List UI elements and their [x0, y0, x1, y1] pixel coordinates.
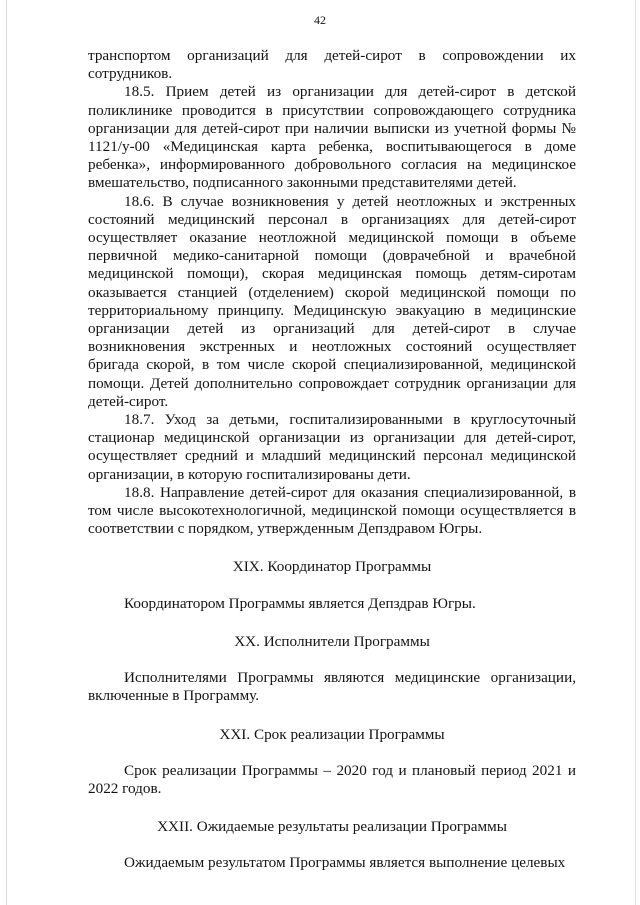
section-body-xxi: Срок реализации Программы – 2020 год и плановый период 2021 и 2022 годов. [88, 761, 576, 797]
document-body [88, 47, 576, 873]
section-heading-xxii: XXII. Ожидаемые результаты реализации Программы [157, 818, 507, 836]
section-body-xix: Координатором Программы является Депздрав Югры. [124, 594, 476, 612]
item-number: 18.8. [124, 483, 155, 501]
scan-edge-left [6, 0, 7, 905]
item-text: В случае возникновения у детей неотложных и экстренных состояний медицинский персонал в организациях для детей-сирот осуществляет оказание неотложной медицинской помощи в объеме первичной медико-санитарной помощи (доврачебной и врачебной медицинской помощи), скорая медицинская помощь детям-сиротам оказывается станцией (отделением) скорой медицинской помощи по территориальному принципу. Медицинскую эвакуацию в медицинские организации детей из организаций для детей-сирот в случае возникновения экстренных и неотложных состояний осуществляет бригада скорой, в том числе скорой специализированной, медицинской помощи. Детей дополнительно сопровождает сотрудник организации для детей-сирот. [88, 192, 576, 410]
item-number: 18.5. [124, 83, 155, 101]
section-heading-xix: XIX. Координатор Программы [232, 558, 432, 576]
paragraph-18-7 [88, 411, 576, 484]
page-number: 42 [314, 13, 326, 27]
item-text: Прием детей из организации для детей-сирот в детской поликлинике проводится в присутствии сопровождающего сотрудника организации для детей-сирот при наличии выписки из учетной формы № 1121/у-00 «Медицинская карта ребенка, воспитывающегося в доме ребенка», информированного добровольного согласия на медицинское вмешательство, подписанного законными представителями детей. [88, 83, 576, 192]
item-number: 18.6. [124, 192, 155, 210]
item-number: 18.7. [124, 411, 155, 429]
section-heading-xxi: XXI. Срок реализации Программы [219, 725, 445, 743]
section-body-xxii: Ожидаемым результатом Программы является выполнение целевых [124, 854, 566, 872]
paragraph-continuation: транспортом организаций для детей-сирот в сопровождении их сотрудников. [88, 47, 576, 83]
paragraph-18-5 [88, 83, 576, 192]
scan-edge-right [635, 0, 636, 905]
section-heading-xx: XX. Исполнители Программы [234, 632, 430, 650]
item-text: Уход за детьми, госпитализированными в круглосуточный стационар медицинской организации из организации для детей-сирот, осуществляет средний и младший медицинский персонал медицинской организации, в которую госпитализированы дети. [88, 411, 576, 483]
item-text: Направление детей-сирот для оказания специализированной, в том числе высокотехнологичной, медицинской помощи осуществляется в соответствии с порядком, утвержденным Депздравом Югры. [88, 483, 576, 538]
paragraph-18-6 [88, 193, 576, 411]
paragraph-18-8 [88, 484, 576, 539]
section-body-xx: Исполнителями Программы являются медицинские организации, включенные в Программу. [88, 669, 576, 705]
